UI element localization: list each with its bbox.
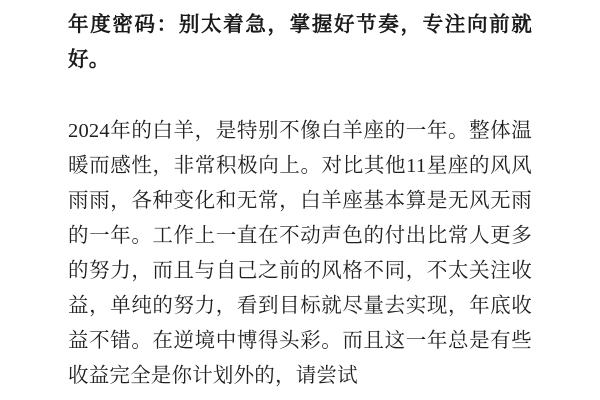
article-body-paragraph: 2024年的白羊，是特别不像白羊座的一年。整体温暖而感性，非常积极向上。对比其他11星座的风风雨雨，各种变化和无常，白羊座基本算是无风无雨的一年。工作上一直在不动声色的付出比常人更多的努力，而且与自己之前的风格不同，不太关注收益，单纯的努力，看到目标就尽量去实现，年底收益不错。在逆境中博得头彩。而且这一年总是有些收益完全是你计划外的，请尝试	[68, 120, 532, 387]
page-top-edge	[0, 0, 600, 4]
paragraph-spacer	[68, 78, 532, 114]
article-headline: 年度密码：别太着急，掌握好节奏，专注向前就好。	[68, 14, 532, 71]
